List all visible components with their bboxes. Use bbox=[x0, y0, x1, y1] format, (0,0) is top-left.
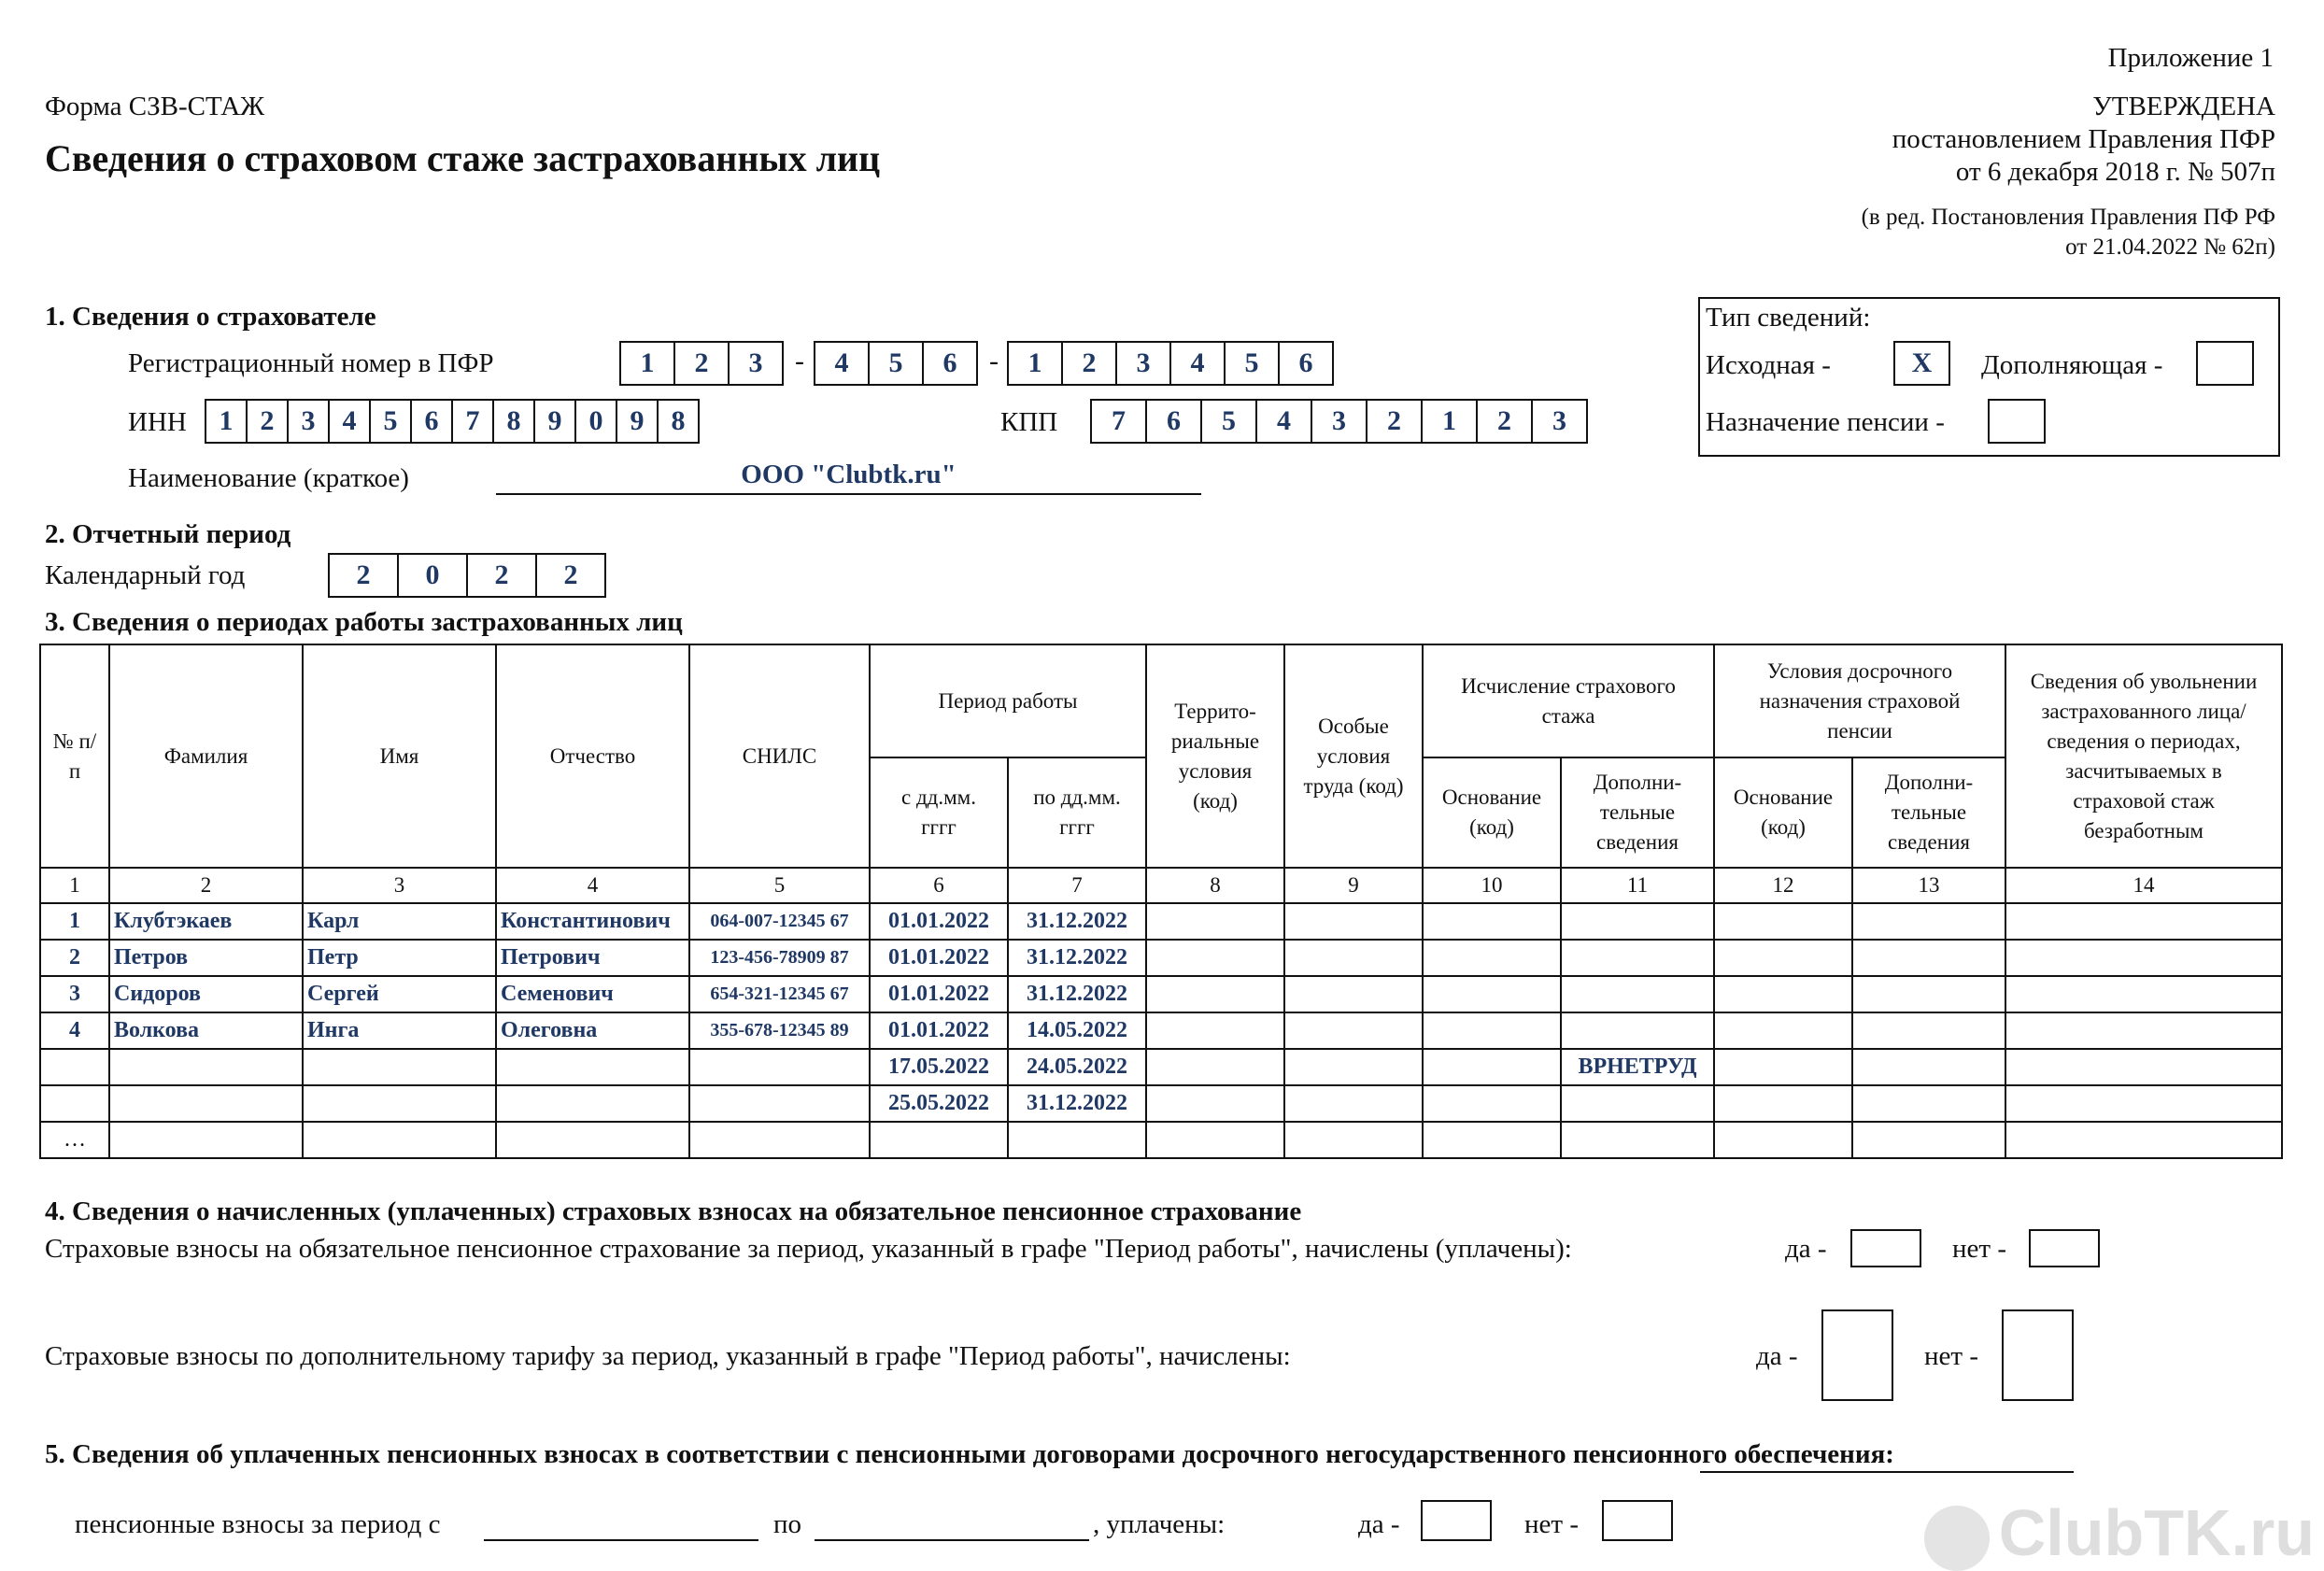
section1-heading: 1. Сведения о страхователе bbox=[45, 302, 376, 332]
row-name[interactable]: Инга bbox=[303, 1012, 496, 1049]
reg-dash: - bbox=[989, 346, 999, 376]
approved-line3: от 6 декабря 2018 г. № 507п bbox=[1955, 157, 2275, 187]
row-early-additional[interactable] bbox=[1852, 976, 2005, 1012]
row-territorial[interactable] bbox=[1146, 940, 1284, 976]
row-additional-info[interactable] bbox=[1561, 976, 1714, 1012]
row-number[interactable]: 4 bbox=[40, 1012, 109, 1049]
inn-digit[interactable]: 1 bbox=[205, 399, 248, 444]
inn-digit[interactable]: 4 bbox=[328, 399, 371, 444]
col-header-name: Имя bbox=[303, 644, 496, 868]
row-surname[interactable] bbox=[109, 1122, 303, 1158]
row-additional-info[interactable]: ВРНЕТРУД bbox=[1561, 1049, 1714, 1085]
row-name[interactable]: Петр bbox=[303, 940, 496, 976]
edition-line2: от 21.04.2022 № 62п) bbox=[2065, 234, 2275, 260]
col-number: 1 bbox=[40, 868, 109, 903]
row-special[interactable] bbox=[1284, 903, 1423, 940]
pension-yes-checkbox[interactable] bbox=[1421, 1500, 1492, 1541]
kpp-label: КПП bbox=[1000, 407, 1058, 437]
year-cells bbox=[328, 553, 606, 598]
contrib-yes-label: да - bbox=[1785, 1234, 1827, 1264]
row-period-to[interactable]: 31.12.2022 bbox=[1008, 976, 1146, 1012]
row-special[interactable] bbox=[1284, 1122, 1423, 1158]
org-name-label: Наименование (краткое) bbox=[128, 463, 409, 493]
col-header-no: № п/п bbox=[40, 644, 109, 868]
col-number: 13 bbox=[1852, 868, 2005, 903]
table-row bbox=[40, 1122, 2282, 1158]
row-dismissal[interactable] bbox=[2005, 976, 2282, 1012]
pension-checkbox[interactable] bbox=[1988, 399, 2046, 444]
extra-tariff-no-label: нет - bbox=[1924, 1341, 1978, 1371]
row-additional-info[interactable] bbox=[1561, 1012, 1714, 1049]
row-dismissal[interactable] bbox=[2005, 1049, 2282, 1085]
col-number: 11 bbox=[1561, 868, 1714, 903]
row-snils[interactable]: 654-321-12345 67 bbox=[689, 976, 870, 1012]
reg-number-label: Регистрационный номер в ПФР bbox=[128, 348, 494, 378]
row-patronymic[interactable]: Олеговна bbox=[496, 1012, 689, 1049]
row-period-from[interactable]: 01.01.2022 bbox=[870, 940, 1008, 976]
row-special[interactable] bbox=[1284, 1012, 1423, 1049]
section5-heading-underline bbox=[1700, 1469, 2074, 1473]
reg-digit[interactable]: 1 bbox=[619, 341, 675, 386]
pension-period-from-field[interactable] bbox=[484, 1504, 758, 1541]
supplement-checkbox[interactable] bbox=[2196, 341, 2254, 386]
pension-no-label: нет - bbox=[1524, 1509, 1579, 1539]
row-period-to[interactable]: 14.05.2022 bbox=[1008, 1012, 1146, 1049]
row-early-additional[interactable] bbox=[1852, 1122, 2005, 1158]
reg-digit[interactable]: 3 bbox=[1115, 341, 1171, 386]
row-number[interactable]: … bbox=[40, 1122, 109, 1158]
row-early-basis[interactable] bbox=[1714, 1085, 1852, 1122]
kpp-digit[interactable]: 7 bbox=[1090, 399, 1147, 444]
col-number: 12 bbox=[1714, 868, 1852, 903]
row-period-from[interactable] bbox=[870, 1122, 1008, 1158]
kpp-digit[interactable]: 4 bbox=[1255, 399, 1312, 444]
row-name[interactable]: Сергей bbox=[303, 976, 496, 1012]
row-early-basis[interactable] bbox=[1714, 940, 1852, 976]
row-early-additional[interactable] bbox=[1852, 1049, 2005, 1085]
row-period-from[interactable]: 25.05.2022 bbox=[870, 1085, 1008, 1122]
row-special[interactable] bbox=[1284, 1049, 1423, 1085]
reg-digit[interactable]: 1 bbox=[1007, 341, 1063, 386]
kpp-digit[interactable]: 5 bbox=[1200, 399, 1257, 444]
table-row bbox=[40, 1049, 2282, 1085]
row-name[interactable] bbox=[303, 1085, 496, 1122]
page-title: Сведения о страховом стаже застрахованных лиц bbox=[45, 137, 881, 179]
col-number: 8 bbox=[1146, 868, 1284, 903]
row-period-to[interactable]: 31.12.2022 bbox=[1008, 1085, 1146, 1122]
paw-icon bbox=[1924, 1506, 1990, 1571]
kpp-digit[interactable]: 2 bbox=[1476, 399, 1533, 444]
row-territorial[interactable] bbox=[1146, 903, 1284, 940]
row-surname[interactable] bbox=[109, 1085, 303, 1122]
reg-digit[interactable]: 3 bbox=[728, 341, 784, 386]
row-period-to[interactable]: 24.05.2022 bbox=[1008, 1049, 1146, 1085]
pension-period-to-label: по bbox=[773, 1509, 802, 1539]
inn-digit[interactable]: 8 bbox=[492, 399, 535, 444]
col-number: 10 bbox=[1423, 868, 1561, 903]
row-patronymic[interactable]: Семенович bbox=[496, 976, 689, 1012]
year-digit[interactable]: 2 bbox=[466, 553, 537, 598]
col-header-patronymic: Отчество bbox=[496, 644, 689, 868]
col-number: 6 bbox=[870, 868, 1008, 903]
row-territorial[interactable] bbox=[1146, 1012, 1284, 1049]
contrib-no-label: нет - bbox=[1952, 1234, 2006, 1264]
info-type-heading: Тип сведений: bbox=[1706, 303, 1871, 333]
contrib-no-checkbox[interactable] bbox=[2029, 1229, 2100, 1267]
row-period-from[interactable]: 01.01.2022 bbox=[870, 903, 1008, 940]
col-header-basis: Основание (код) bbox=[1714, 757, 1852, 868]
approved-line2: постановлением Правления ПФР bbox=[1892, 124, 2275, 154]
row-territorial[interactable] bbox=[1146, 1049, 1284, 1085]
col-header-additional: Дополни- тельные сведения bbox=[1561, 757, 1714, 868]
reg-dash: - bbox=[795, 346, 804, 376]
section4-heading: 4. Сведения о начисленных (уплаченных) страховых взносах на обязательное пенсионное страхование bbox=[45, 1196, 1302, 1226]
initial-label: Исходная - bbox=[1706, 350, 1831, 380]
row-additional-info[interactable] bbox=[1561, 940, 1714, 976]
row-territorial[interactable] bbox=[1146, 976, 1284, 1012]
row-additional-info[interactable] bbox=[1561, 903, 1714, 940]
reg-digit[interactable]: 4 bbox=[1169, 341, 1226, 386]
table-row bbox=[40, 940, 2282, 976]
pension-no-checkbox[interactable] bbox=[1602, 1500, 1673, 1541]
pension-yes-label: да - bbox=[1358, 1509, 1400, 1539]
row-additional-info[interactable] bbox=[1561, 1085, 1714, 1122]
pension-paid-label: , уплачены: bbox=[1093, 1509, 1226, 1539]
row-dismissal[interactable] bbox=[2005, 940, 2282, 976]
col-header-surname: Фамилия bbox=[109, 644, 303, 868]
row-early-additional[interactable] bbox=[1852, 1012, 2005, 1049]
row-snils[interactable] bbox=[689, 1049, 870, 1085]
inn-digit[interactable]: 7 bbox=[451, 399, 494, 444]
appendix-label: Приложение 1 bbox=[2107, 43, 2274, 73]
col-header-additional: Дополни- тельные сведения bbox=[1852, 757, 2005, 868]
kpp-digit[interactable]: 6 bbox=[1145, 399, 1202, 444]
inn-digit[interactable]: 8 bbox=[657, 399, 700, 444]
row-basis[interactable] bbox=[1423, 940, 1561, 976]
col-header-early-pension: Условия досрочного назначения страховой пенсии bbox=[1714, 644, 2005, 757]
kpp-digit[interactable]: 1 bbox=[1421, 399, 1478, 444]
section4-line1: Страховые взносы на обязательное пенсионное страхование за период, указанный в графе "Период работы", начислены (уплачены): bbox=[45, 1234, 1572, 1264]
row-special[interactable] bbox=[1284, 940, 1423, 976]
row-early-additional[interactable] bbox=[1852, 940, 2005, 976]
form-name: Форма СЗВ-СТАЖ bbox=[45, 92, 265, 121]
col-number: 5 bbox=[689, 868, 870, 903]
row-basis[interactable] bbox=[1423, 1049, 1561, 1085]
row-surname[interactable] bbox=[109, 1049, 303, 1085]
row-name[interactable] bbox=[303, 1049, 496, 1085]
row-snils[interactable] bbox=[689, 1085, 870, 1122]
row-dismissal[interactable] bbox=[2005, 1085, 2282, 1122]
col-header-snils: СНИЛС bbox=[689, 644, 870, 868]
work-periods-table bbox=[39, 644, 2283, 1159]
reg-digit[interactable]: 2 bbox=[673, 341, 730, 386]
section3-heading: 3. Сведения о периодах работы застрахованных лиц bbox=[45, 607, 683, 637]
inn-digit[interactable]: 5 bbox=[369, 399, 412, 444]
row-name[interactable] bbox=[303, 1122, 496, 1158]
row-surname[interactable]: Волкова bbox=[109, 1012, 303, 1049]
inn-label: ИНН bbox=[128, 407, 187, 437]
col-number: 14 bbox=[2005, 868, 2282, 903]
row-period-from[interactable]: 17.05.2022 bbox=[870, 1049, 1008, 1085]
row-number[interactable]: 1 bbox=[40, 903, 109, 940]
extra-tariff-yes-checkbox[interactable] bbox=[1821, 1309, 1893, 1401]
row-early-basis[interactable] bbox=[1714, 903, 1852, 940]
reg-number-group-1 bbox=[619, 341, 784, 386]
table-row bbox=[40, 903, 2282, 940]
row-basis[interactable] bbox=[1423, 1085, 1561, 1122]
kpp-cells bbox=[1090, 399, 1588, 444]
row-dismissal[interactable] bbox=[2005, 903, 2282, 940]
row-dismissal[interactable] bbox=[2005, 1012, 2282, 1049]
row-territorial[interactable] bbox=[1146, 1085, 1284, 1122]
row-number[interactable] bbox=[40, 1049, 109, 1085]
reg-digit[interactable]: 4 bbox=[814, 341, 870, 386]
col-header-basis: Основание (код) bbox=[1423, 757, 1561, 868]
pension-label: Назначение пенсии - bbox=[1706, 407, 1945, 437]
row-early-basis[interactable] bbox=[1714, 1049, 1852, 1085]
kpp-digit[interactable]: 3 bbox=[1531, 399, 1588, 444]
row-surname[interactable]: Петров bbox=[109, 940, 303, 976]
reg-number-group-2 bbox=[814, 341, 978, 386]
reg-digit[interactable]: 6 bbox=[922, 341, 978, 386]
year-digit[interactable]: 2 bbox=[328, 553, 399, 598]
row-early-basis[interactable] bbox=[1714, 976, 1852, 1012]
row-number[interactable]: 3 bbox=[40, 976, 109, 1012]
col-header-insurance-calc: Исчисление страхового стажа bbox=[1423, 644, 1714, 757]
watermark-logo: ClubTK.ru bbox=[1924, 1495, 2315, 1571]
year-digit[interactable]: 0 bbox=[397, 553, 468, 598]
col-header-dismissal: Сведения об увольнении застрахованного лица/ сведения о периодах, засчитываемых в страховой стаж безработным bbox=[2005, 644, 2282, 868]
extra-tariff-no-checkbox[interactable] bbox=[2002, 1309, 2074, 1401]
year-digit[interactable]: 2 bbox=[535, 553, 606, 598]
row-snils[interactable]: 355-678-12345 89 bbox=[689, 1012, 870, 1049]
col-header-territorial: Террито- риальные условия (код) bbox=[1146, 644, 1284, 868]
year-label: Календарный год bbox=[45, 560, 246, 590]
kpp-digit[interactable]: 2 bbox=[1366, 399, 1423, 444]
row-patronymic[interactable] bbox=[496, 1049, 689, 1085]
row-early-additional[interactable] bbox=[1852, 903, 2005, 940]
inn-digit[interactable]: 0 bbox=[574, 399, 617, 444]
table-row bbox=[40, 1085, 2282, 1122]
row-basis[interactable] bbox=[1423, 976, 1561, 1012]
row-period-from[interactable]: 01.01.2022 bbox=[870, 1012, 1008, 1049]
row-patronymic[interactable]: Петрович bbox=[496, 940, 689, 976]
row-territorial[interactable] bbox=[1146, 1122, 1284, 1158]
row-name[interactable]: Карл bbox=[303, 903, 496, 940]
reg-digit[interactable]: 2 bbox=[1061, 341, 1117, 386]
inn-digit[interactable]: 9 bbox=[616, 399, 659, 444]
contrib-yes-checkbox[interactable] bbox=[1850, 1229, 1921, 1267]
section4-line2: Страховые взносы по дополнительному тарифу за период, указанный в графе "Период работы", начислены: bbox=[45, 1341, 1291, 1371]
row-basis[interactable] bbox=[1423, 1012, 1561, 1049]
row-surname[interactable]: Сидоров bbox=[109, 976, 303, 1012]
inn-digit[interactable]: 9 bbox=[533, 399, 576, 444]
col-header-special: Особые условия труда (код) bbox=[1284, 644, 1423, 868]
col-number: 9 bbox=[1284, 868, 1423, 903]
approved-label: УТВЕРЖДЕНА bbox=[2092, 92, 2275, 121]
row-special[interactable] bbox=[1284, 976, 1423, 1012]
org-name-value: ООО "Clubtk.ru" bbox=[741, 460, 957, 489]
extra-tariff-yes-label: да - bbox=[1756, 1341, 1798, 1371]
row-period-to[interactable] bbox=[1008, 1122, 1146, 1158]
section5-heading: 5. Сведения об уплаченных пенсионных взносах в соответствии с пенсионными договорами досрочного негосударственного пенсионного обеспечения: bbox=[45, 1439, 1894, 1469]
row-period-from[interactable]: 01.01.2022 bbox=[870, 976, 1008, 1012]
col-header-period: Период работы bbox=[870, 644, 1146, 757]
row-early-additional[interactable] bbox=[1852, 1085, 2005, 1122]
row-patronymic[interactable] bbox=[496, 1122, 689, 1158]
kpp-digit[interactable]: 3 bbox=[1311, 399, 1367, 444]
col-header-from: с дд.мм. гггг bbox=[870, 757, 1008, 868]
col-number: 2 bbox=[109, 868, 303, 903]
row-early-basis[interactable] bbox=[1714, 1012, 1852, 1049]
reg-digit[interactable]: 5 bbox=[1224, 341, 1280, 386]
row-patronymic[interactable]: Константинович bbox=[496, 903, 689, 940]
col-number: 7 bbox=[1008, 868, 1146, 903]
row-snils[interactable]: 123-456-78909 87 bbox=[689, 940, 870, 976]
inn-cells bbox=[205, 399, 700, 444]
edition-line1: (в ред. Постановления Правления ПФ РФ bbox=[1861, 205, 2275, 230]
initial-checkbox[interactable]: X bbox=[1893, 341, 1950, 386]
row-period-to[interactable]: 31.12.2022 bbox=[1008, 903, 1146, 940]
pension-period-to-field[interactable] bbox=[815, 1504, 1089, 1541]
table-row bbox=[40, 976, 2282, 1012]
row-patronymic[interactable] bbox=[496, 1085, 689, 1122]
inn-digit[interactable]: 2 bbox=[246, 399, 289, 444]
reg-digit[interactable]: 6 bbox=[1278, 341, 1334, 386]
col-number: 3 bbox=[303, 868, 496, 903]
row-snils[interactable] bbox=[689, 1122, 870, 1158]
reg-digit[interactable]: 5 bbox=[868, 341, 924, 386]
pension-period-label: пенсионные взносы за период с bbox=[75, 1509, 441, 1539]
col-header-to: по дд.мм. гггг bbox=[1008, 757, 1146, 868]
row-basis[interactable] bbox=[1423, 903, 1561, 940]
row-surname[interactable]: Клубтэкаев bbox=[109, 903, 303, 940]
row-number[interactable]: 2 bbox=[40, 940, 109, 976]
inn-digit[interactable]: 3 bbox=[287, 399, 330, 444]
row-number[interactable] bbox=[40, 1085, 109, 1122]
section2-heading: 2. Отчетный период bbox=[45, 519, 291, 549]
row-basis[interactable] bbox=[1423, 1122, 1561, 1158]
row-special[interactable] bbox=[1284, 1085, 1423, 1122]
row-early-basis[interactable] bbox=[1714, 1122, 1852, 1158]
col-number: 4 bbox=[496, 868, 689, 903]
row-snils[interactable]: 064-007-12345 67 bbox=[689, 903, 870, 940]
supplement-label: Дополняющая - bbox=[1981, 350, 2163, 380]
inn-digit[interactable]: 6 bbox=[410, 399, 453, 444]
row-additional-info[interactable] bbox=[1561, 1122, 1714, 1158]
row-period-to[interactable]: 31.12.2022 bbox=[1008, 940, 1146, 976]
reg-number-group-3 bbox=[1007, 341, 1334, 386]
row-dismissal[interactable] bbox=[2005, 1122, 2282, 1158]
table-row bbox=[40, 1012, 2282, 1049]
